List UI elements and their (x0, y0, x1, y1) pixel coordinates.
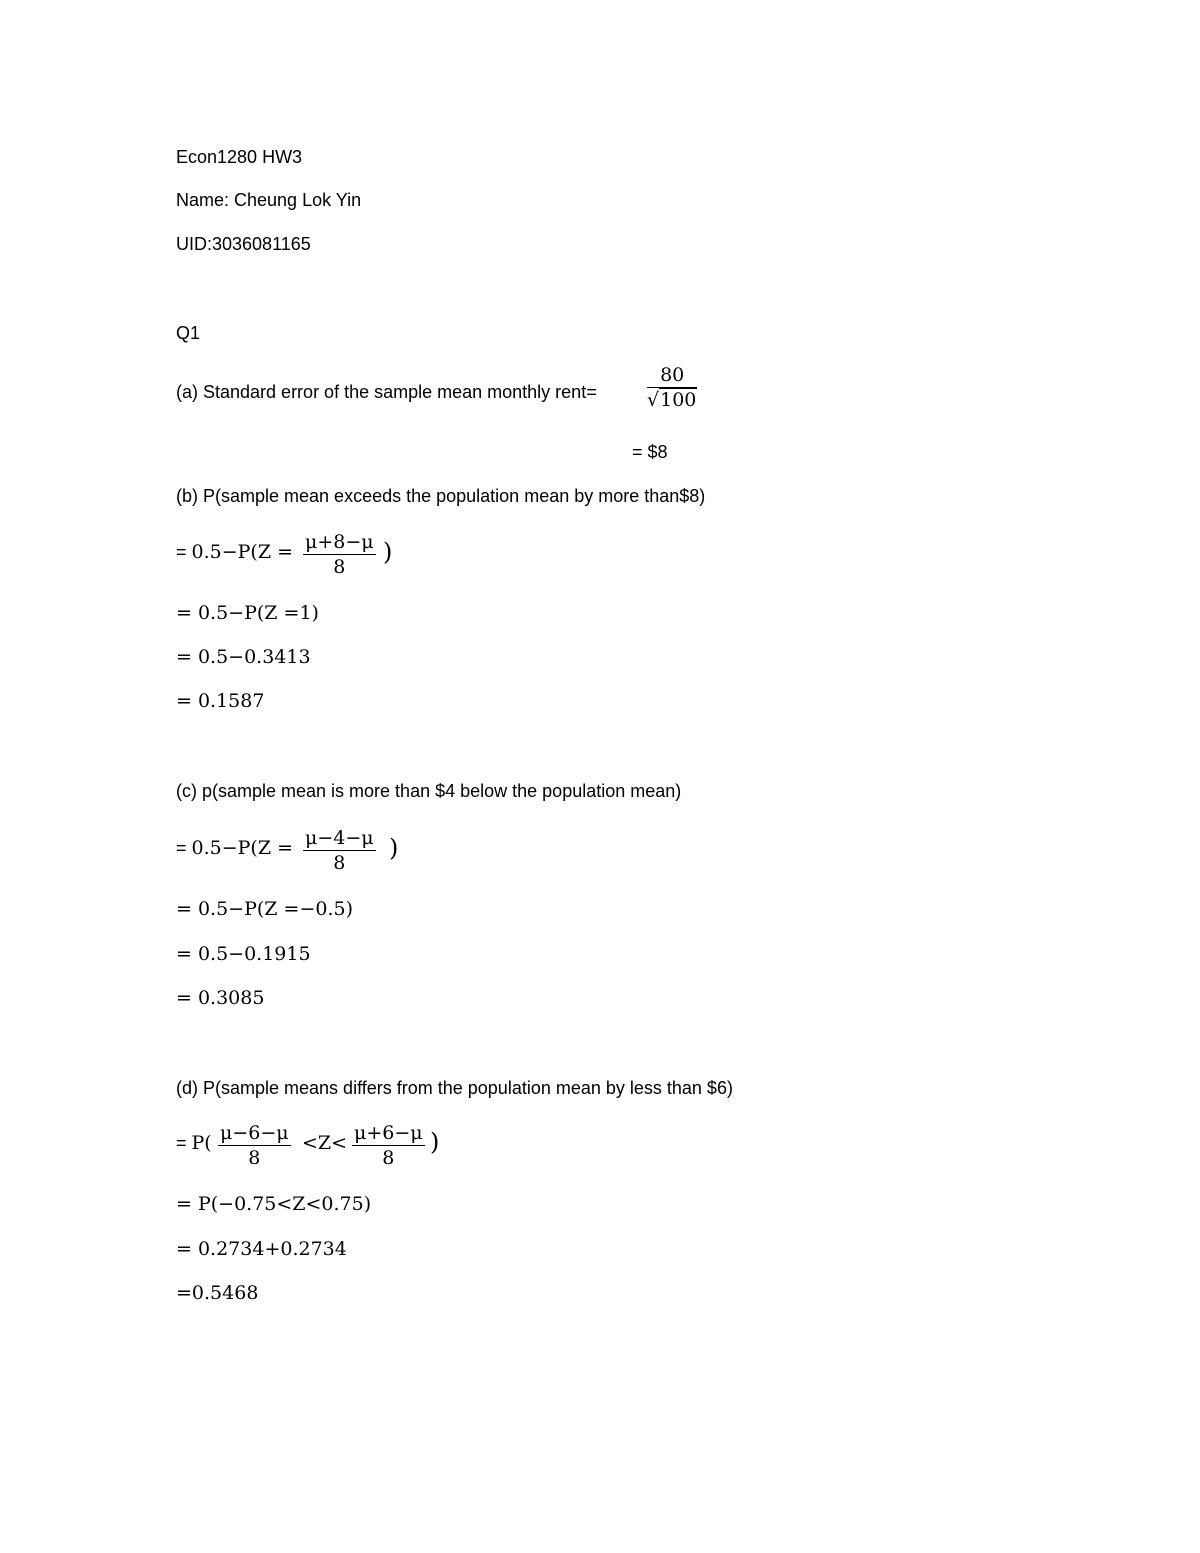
part-b-step1 (176, 541, 293, 563)
question-label: Q1 (176, 323, 201, 343)
part-c-step3: = 0.5−0.1915 (176, 943, 311, 965)
part-a-denominator (647, 388, 697, 411)
part-a-text: (a) Standard error of the sample mean monthly rent= (176, 382, 597, 402)
part-d-numerator-right: μ+6−μ (354, 1122, 423, 1144)
part-d-step4: =0.5468 (176, 1282, 259, 1304)
part-d-step2: = P(−0.75<Z<0.75) (176, 1193, 372, 1215)
part-a-result: = $8 (632, 442, 668, 462)
sqrt-radicand: 100 (660, 389, 697, 411)
part-c-close-paren: ) (389, 834, 399, 862)
part-b-fraction (303, 531, 376, 578)
part-c-step1 (176, 837, 293, 859)
part-c-step2: = 0.5−P(Z =−0.5) (176, 898, 354, 920)
part-d-step3: = 0.2734+0.2734 (176, 1238, 347, 1260)
part-d-step1-mid: <Z< (302, 1132, 348, 1154)
part-d-denominator-right: 8 (382, 1147, 395, 1169)
part-d-fraction-right (352, 1122, 425, 1169)
part-b-numerator: μ+8−μ (305, 531, 374, 553)
student-uid: UID:3036081165 (176, 234, 311, 254)
part-c-step1-prefix: = (176, 838, 192, 858)
part-d-step1-open: P( (191, 1132, 212, 1154)
part-d-text: (d) P(sample means differs from the population mean by less than $6) (176, 1078, 733, 1098)
part-c-numerator: μ−4−μ (305, 827, 374, 849)
part-b-text: (b) P(sample mean exceeds the population mean by more than$8) (176, 486, 706, 506)
part-d-denominator-left: 8 (248, 1147, 261, 1169)
part-d-step1 (176, 1132, 212, 1154)
part-d-fraction-left (218, 1122, 291, 1169)
part-c-denominator: 8 (333, 852, 346, 874)
part-d-close-paren: ) (430, 1128, 440, 1156)
part-b-step1-prefix: = (176, 542, 192, 562)
part-b-step3: = 0.5−0.3413 (176, 646, 311, 668)
document-title: Econ1280 HW3 (176, 147, 303, 167)
part-c-text: (c) p(sample mean is more than $4 below the population mean) (176, 781, 682, 801)
part-d-step1-prefix: = (176, 1133, 192, 1153)
part-b-denominator: 8 (333, 556, 346, 578)
part-c-step1-expr: 0.5−P(Z = (191, 837, 294, 859)
part-c-step4: = 0.3085 (176, 987, 265, 1009)
part-b-step4: = 0.1587 (176, 690, 265, 712)
part-a-fraction (647, 364, 697, 411)
sqrt-symbol: √ (647, 389, 660, 411)
part-b-step2: = 0.5−P(Z =1) (176, 602, 319, 624)
part-c-fraction (303, 827, 376, 874)
part-d-numerator-left: μ−6−μ (220, 1122, 289, 1144)
part-b-step1-expr: 0.5−P(Z = (191, 541, 294, 563)
student-name: Name: Cheung Lok Yin (176, 190, 362, 210)
part-b-close-paren: ) (383, 538, 393, 566)
part-a-numerator: 80 (647, 364, 697, 388)
